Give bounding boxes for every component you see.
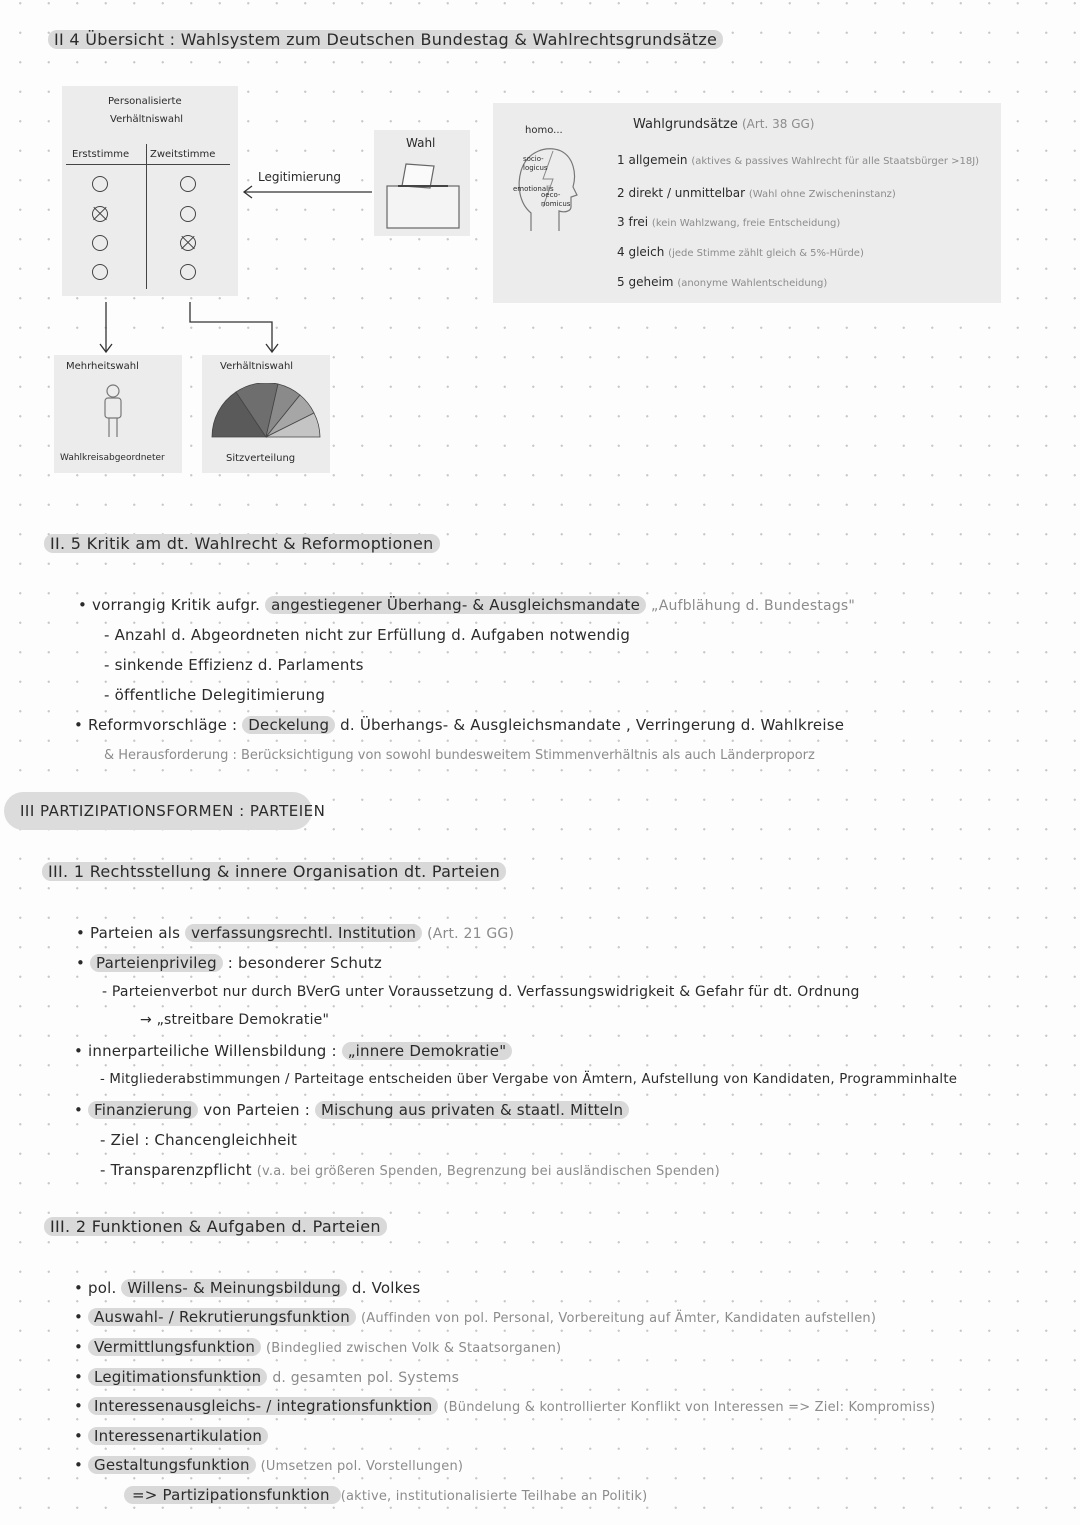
transparenz-text: - Transparenzpflicht xyxy=(100,1161,252,1179)
funktion-item xyxy=(74,1368,459,1386)
rechtsstellung-text: • Parteien als xyxy=(76,924,181,942)
ballot-circle-icon xyxy=(180,176,196,192)
sitzverteilung-label: Sitzverteilung xyxy=(226,453,296,464)
rechtsstellung-line-7: • Finanzierung von Parteien : Mischung aus privaten & staatl. Mitteln xyxy=(74,1101,629,1119)
kritik-line-2: - Anzahl d. Abgeordneten nicht zur Erfüllung d. Aufgaben notwendig xyxy=(104,626,631,644)
ballot-circle-icon xyxy=(180,264,196,280)
ballot-circle-icon xyxy=(92,235,108,251)
parteienprivileg-highlight: Parteienprivileg xyxy=(90,954,223,972)
funktion-bullet: • xyxy=(74,1338,84,1356)
funktion-item xyxy=(74,1279,420,1297)
grundsatz-item xyxy=(617,215,840,229)
person-icon xyxy=(98,383,128,439)
rechtsstellung-line-6: - Mitgliederabstimmungen / Parteitage entscheiden über Vergabe von Ämtern, Aufstellung von Kandidaten, Programminhalte xyxy=(100,1072,958,1087)
funktion-note: (Bindeglied zwischen Volk & Staatsorganen) xyxy=(266,1341,562,1356)
emotionalis-label: emotionalis xyxy=(513,185,554,193)
wahl-box xyxy=(374,130,470,236)
wahl-label: Wahl xyxy=(406,136,436,150)
arrow-to-verhaeltniswahl-icon xyxy=(186,300,280,356)
legitimierung-arrow-icon xyxy=(240,184,374,200)
verhaeltniswahl-label: Verhältniswahl xyxy=(220,361,294,372)
herausforderung-line: & Herausforderung : Berücksichtigung von sowohl bundesweitem Stimmenverhältnis als auch Länderproporz xyxy=(104,748,815,763)
funktion-note: (Auffinden von pol. Personal, Vorbereitung auf Ämter, Kandidaten aufstellen) xyxy=(360,1311,877,1326)
grundsatz-note: (aktives & passives Wahlrecht für alle Staatsbürger >18J) xyxy=(691,156,980,167)
kritik-note: „Aufblähung d. Bundestags" xyxy=(651,598,856,614)
parteienprivileg-text: : besonderer Schutz xyxy=(227,954,382,972)
ballot-crossed-circle-icon xyxy=(92,206,108,222)
rechtsstellung-line-9 xyxy=(100,1161,720,1179)
funktion-note: (aktive, institutionalisierte Teilhabe an Politik) xyxy=(340,1489,648,1504)
grundsatz-note: (kein Wahlzwang, freie Entscheidung) xyxy=(651,218,841,229)
zweitstimme-label: Zweitstimme xyxy=(150,149,216,160)
ballot-header-divider xyxy=(66,164,230,165)
grundsatz-term: allgemein xyxy=(628,153,688,167)
funktion-item xyxy=(74,1456,463,1474)
ballot-circle-icon xyxy=(92,264,108,280)
funktion-bullet: • xyxy=(74,1456,84,1474)
kritik-text: • vorrangig Kritik aufgr. xyxy=(78,596,261,614)
partizipation-highlight-wrap xyxy=(124,1486,341,1504)
reform-line xyxy=(74,716,844,734)
funktion-note: (Bündelung & kontrollierter Konflikt von Interessen => Ziel: Kompromiss) xyxy=(443,1400,936,1415)
funktion-highlight: Vermittlungsfunktion xyxy=(88,1338,261,1356)
funktion-bullet: • pol. xyxy=(74,1279,117,1297)
rechtsstellung-line-8: - Ziel : Chancengleichheit xyxy=(100,1131,298,1149)
section-heading-2-4: II 4 Übersicht : Wahlsystem zum Deutschen Bundestag & Wahlrechtsgrundsätze xyxy=(48,30,723,49)
grundsatz-term: direkt / unmittelbar xyxy=(628,186,746,200)
rechtsstellung-line-1 xyxy=(76,924,514,942)
rechtsstellung-line-4: → „streitbare Demokratie" xyxy=(140,1012,330,1028)
transparenz-note: (v.a. bei größeren Spenden, Begrenzung bei ausländischen Spenden) xyxy=(256,1164,720,1179)
reform-text: • Reformvorschläge : xyxy=(74,716,238,734)
grundsatz-term: gleich xyxy=(628,245,665,259)
funktion-bullet: • xyxy=(74,1368,84,1386)
willensbildung-text: • innerparteiliche Willensbildung : xyxy=(74,1042,337,1060)
grundsatz-num: 4 xyxy=(617,245,625,259)
chapter-title: III PARTIZIPATIONSFORMEN : PARTEIEN xyxy=(20,802,326,820)
funktion-highlight: Legitimationsfunktion xyxy=(88,1368,267,1386)
verhaeltniswahl-result-box xyxy=(202,355,330,473)
reform-text-2: d. Überhangs- & Ausgleichsmandate , Verringerung d. Wahlkreise xyxy=(340,716,845,734)
funktion-highlight: Willens- & Meinungsbildung xyxy=(121,1279,347,1297)
section-heading-3-2: III. 2 Funktionen & Aufgaben d. Parteien xyxy=(44,1217,387,1236)
ballot-column-divider xyxy=(146,144,147,289)
grundsatz-note: (Wahl ohne Zwischeninstanz) xyxy=(748,189,896,200)
grundsatz-num: 1 xyxy=(617,153,625,167)
grundsatz-note: (anonyme Wahlentscheidung) xyxy=(677,278,828,289)
wahlgrundsaetze-ref: (Art. 38 GG) xyxy=(741,117,815,131)
box-title-line1: Personalisierte xyxy=(108,96,182,107)
seat-distribution-semicircle-icon xyxy=(210,383,322,439)
reform-highlight: Deckelung xyxy=(242,716,335,734)
grundsatz-term: geheim xyxy=(628,275,674,289)
section-heading-3-1: III. 1 Rechtsstellung & innere Organisation dt. Parteien xyxy=(42,862,506,881)
wahlgrundsaetze-title-text: Wahlgrundsätze xyxy=(633,117,738,132)
funktion-item xyxy=(74,1338,561,1356)
rechtsstellung-highlight: verfassungsrechtl. Institution xyxy=(185,924,422,942)
grundsatz-num: 3 xyxy=(617,215,625,229)
funktion-highlight: Gestaltungsfunktion xyxy=(88,1456,256,1474)
rechtsstellung-line-5 xyxy=(74,1042,512,1060)
finanzierung-highlight: Finanzierung xyxy=(88,1101,198,1119)
funktion-text: d. gesamten pol. Systems xyxy=(272,1370,460,1386)
wahlgrundsaetze-panel xyxy=(493,103,1001,303)
funktion-highlight: Auswahl- / Rekrutierungsfunktion xyxy=(88,1308,356,1326)
erststimme-label: Erststimme xyxy=(72,149,130,160)
arrow-to-mehrheitswahl-icon xyxy=(96,300,116,356)
finanzierung-highlight-2: Mischung aus privaten & staatl. Mitteln xyxy=(315,1101,629,1119)
verhaeltniswahl-box xyxy=(62,86,238,296)
grundsatz-term: frei xyxy=(628,215,649,229)
sociologicus-label: socio-logicus xyxy=(523,155,548,172)
kritik-line-1 xyxy=(78,596,855,614)
grundsatz-num: 5 xyxy=(617,275,625,289)
funktion-item xyxy=(74,1308,876,1326)
ballot-circle-icon xyxy=(180,206,196,222)
funktion-arrow: => xyxy=(132,1486,158,1504)
funktion-item xyxy=(124,1486,647,1504)
funktion-bullet: • xyxy=(74,1308,84,1326)
kritik-line-4: - öffentliche Delegitimierung xyxy=(104,686,326,704)
grundsatz-item xyxy=(617,186,896,200)
willensbildung-highlight: „innere Demokratie" xyxy=(342,1042,513,1060)
funktion-bullet: • xyxy=(74,1427,84,1445)
section-heading-2-5: II. 5 Kritik am dt. Wahlrecht & Reformoptionen xyxy=(44,534,440,553)
oeconomicus-label: oeco-nomicus xyxy=(541,191,571,208)
grundsatz-item xyxy=(617,275,827,289)
funktion-highlight: Interessenausgleichs- / integrationsfunktion xyxy=(88,1397,438,1415)
wahlkreisabgeordneter-label: Wahlkreisabgeordneter xyxy=(60,453,165,463)
legitimierung-label: Legitimierung xyxy=(258,170,342,184)
ballot-crossed-circle-icon xyxy=(180,235,196,251)
funktion-text: d. Volkes xyxy=(351,1279,421,1297)
box-title-line2: Verhältniswahl xyxy=(110,114,184,125)
kritik-highlight: angestiegener Überhang- & Ausgleichsmandate xyxy=(265,596,646,614)
homo-label: homo... xyxy=(525,125,563,136)
rechtsstellung-line-3: - Parteienverbot nur durch BVerG unter Voraussetzung d. Verfassungswidrigkeit & Gefahr für dt. Ordnung xyxy=(102,984,860,1000)
grundsatz-item xyxy=(617,153,979,167)
funktion-note: (Umsetzen pol. Vorstellungen) xyxy=(260,1459,464,1474)
rechtsstellung-note: (Art. 21 GG) xyxy=(427,926,515,942)
grundsatz-num: 2 xyxy=(617,186,625,200)
chapter-heading-3 xyxy=(4,792,326,830)
funktion-item xyxy=(74,1397,935,1415)
funktion-highlight: Partizipationsfunktion xyxy=(162,1486,330,1504)
grundsatz-note: (jede Stimme zählt gleich & 5%-Hürde) xyxy=(668,248,864,259)
funktion-item xyxy=(74,1427,268,1445)
wahlgrundsaetze-title xyxy=(633,117,815,132)
kritik-line-3: - sinkende Effizienz d. Parlaments xyxy=(104,656,364,674)
mehrheitswahl-label: Mehrheitswahl xyxy=(66,361,139,372)
rechtsstellung-line-2: • Parteienprivileg : besonderer Schutz xyxy=(76,954,382,972)
ballot-circle-icon xyxy=(92,176,108,192)
grundsatz-item xyxy=(617,245,864,259)
funktion-highlight: Interessenartikulation xyxy=(88,1427,268,1445)
mehrheitswahl-box xyxy=(54,355,182,473)
funktion-bullet: • xyxy=(74,1397,84,1415)
ballot-box-icon xyxy=(384,162,462,232)
finanzierung-text: von Parteien : xyxy=(203,1101,310,1119)
